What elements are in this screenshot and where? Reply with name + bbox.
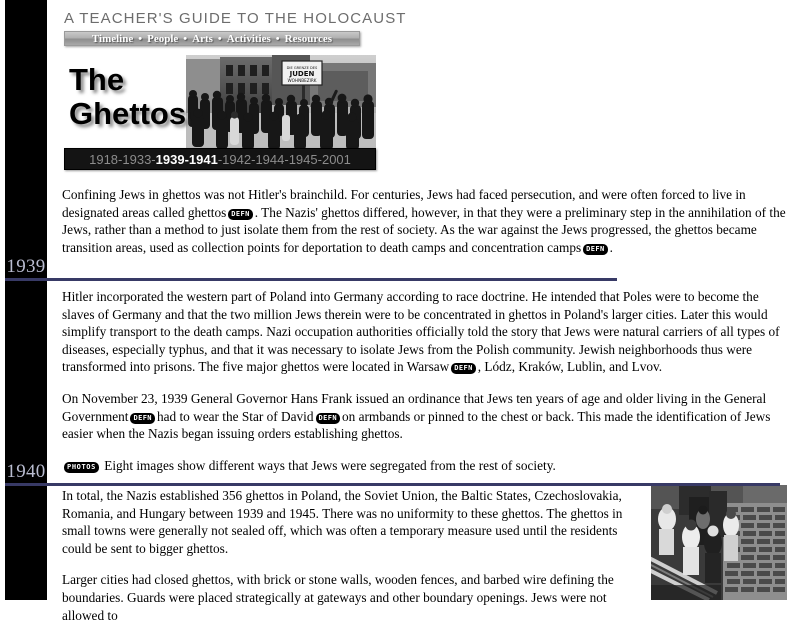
intro-section xyxy=(62,186,788,270)
intro-text-c: . xyxy=(609,239,613,255)
svg-text:WOHNBEZIRK: WOHNBEZIRK xyxy=(287,78,317,83)
date-link-1918[interactable]: 1918 xyxy=(89,151,119,167)
y1939-p2-text-c: on armbands or pinned to the chest or back. This made the identification of Jews easier when the Nazis began issuing orders establishing ghettos. xyxy=(62,408,771,442)
svg-text:JUDEN: JUDEN xyxy=(289,70,315,78)
main-navigation xyxy=(64,31,360,46)
nav-separator: • xyxy=(138,32,143,45)
y1939-p2-text-a: On November 23, 1939 General Governor Hans Frank issued an ordinance that Jews ten years of age and older living in the General Government xyxy=(62,390,767,424)
date-dash: - xyxy=(184,151,189,167)
year-1940-section xyxy=(62,487,647,638)
y1939-p3-text: Eight images show different ways that Jews were segregated from the rest of society. xyxy=(104,457,556,473)
nav-item-resources[interactable]: Resources xyxy=(284,32,333,45)
defn-badge[interactable]: DEFN xyxy=(316,413,340,424)
date-dash: - xyxy=(151,151,156,167)
nav-item-people[interactable]: People xyxy=(147,32,179,45)
masthead xyxy=(64,10,407,46)
date-link-1939[interactable]: 1939 xyxy=(155,151,185,167)
svg-text:DIE GRENZE DES: DIE GRENZE DES xyxy=(286,66,318,70)
date-link-1942[interactable]: 1942 xyxy=(222,151,252,167)
y1939-paragraph-3 xyxy=(62,457,788,475)
y1939-p2-text-b: had to wear the Star of David xyxy=(156,408,314,424)
year-1939-section xyxy=(62,288,788,488)
site-title: A TEACHER'S GUIDE TO THE HOLOCAUST xyxy=(64,10,407,27)
defn-badge[interactable]: DEFN xyxy=(228,209,252,220)
timeline-rail xyxy=(5,0,47,600)
juden-street-crowd-photo xyxy=(186,55,376,150)
nav-item-activities[interactable]: Activities xyxy=(226,32,271,45)
nav-separator: • xyxy=(217,32,222,45)
date-dash: - xyxy=(317,151,322,167)
banner-photo xyxy=(186,55,376,150)
nav-item-timeline[interactable]: Timeline xyxy=(91,32,134,45)
y1939-p1-text-b: , Lódz, Kraków, Lublin, and Lvov. xyxy=(477,359,663,375)
date-dash: - xyxy=(251,151,256,167)
date-link-1945[interactable]: 1945 xyxy=(288,151,318,167)
year-divider-1939 xyxy=(5,278,617,281)
date-dash: - xyxy=(217,151,223,167)
defn-badge[interactable]: DEFN xyxy=(451,363,475,374)
intro-text-a: Confining Jews in ghettos was not Hitler's brainchild. For centuries, Jews had faced persecution, and were often forced to live in designated areas called ghettos xyxy=(62,187,746,220)
intro-paragraph xyxy=(62,186,788,256)
ghetto-wall-construction-photo xyxy=(651,485,787,600)
date-link-2001[interactable]: 2001 xyxy=(321,151,351,167)
nav-item-arts[interactable]: Arts xyxy=(192,32,213,45)
date-link-1933[interactable]: 1933 xyxy=(122,151,152,167)
nav-separator: • xyxy=(275,32,280,45)
year-divider-1940 xyxy=(5,483,780,486)
timeline-year-1940[interactable]: 1940 xyxy=(6,461,46,482)
y1940-paragraph-1: In total, the Nazis established 356 ghettos in Poland, the Soviet Union, the Baltic States, Czechoslovakia, Romania, and Hungary between 1939 and 1945. There was no uniformity to these ghettos. The ghettos in small towns were generally not sealed off, which was often a temporary measure used until the residents could be sent to bigger ghettos. xyxy=(62,488,623,556)
intro-text-b: . The Nazis' ghettos differed, however, in that they were a preliminary step in the annihilation of the Jews, rather than a method to just isolate them from the rest of society. As the war against the Jews progressed, the ghettos became transition areas, used as collection points for deportation to death camps and concentration camps xyxy=(62,204,786,255)
y1940-paragraph-2: Larger cities had closed ghettos, with brick or stone walls, wooden fences, and barbed wire defining the boundaries. Guards were placed strategically at gateways and other boundary openings. Jews were not allowed to xyxy=(62,572,614,623)
date-dash: - xyxy=(118,151,123,167)
date-link-1944[interactable]: 1944 xyxy=(255,151,285,167)
wall-photo-graphic xyxy=(651,485,787,600)
date-link-1941[interactable]: 1941 xyxy=(188,151,218,167)
date-strip xyxy=(64,148,376,170)
y1939-paragraph-1 xyxy=(62,288,788,376)
page-title-line-1: The xyxy=(69,62,125,97)
page-title xyxy=(69,63,186,131)
nav-separator: • xyxy=(183,32,188,45)
photos-badge[interactable]: PHOTOS xyxy=(64,462,99,473)
page-banner xyxy=(64,55,376,170)
y1939-p1-text-a: Hitler incorporated the western part of Poland into Germany according to race doctrine. He intended that Poles were to become the slaves of Germany and that the two million Jews therein were to be concentrated in ghettos in Poland's larger cities. Later this would simplify transport to the death camps. Nazi occupation authorities officially told the story that Jews were natural carriers of all types of diseases, especially typhus, and that it was necessary to isolate Jews from the Polish community. Jewish neighborhoods thus were transformed into prisons. The five major ghettos were located in Warsaw xyxy=(62,289,780,375)
timeline-year-1939[interactable]: 1939 xyxy=(6,256,46,277)
date-dash: - xyxy=(284,151,289,167)
y1939-paragraph-2 xyxy=(62,390,788,443)
defn-badge[interactable]: DEFN xyxy=(583,244,607,255)
defn-badge[interactable]: DEFN xyxy=(130,413,154,424)
page-title-line-2: Ghettos xyxy=(69,96,187,131)
